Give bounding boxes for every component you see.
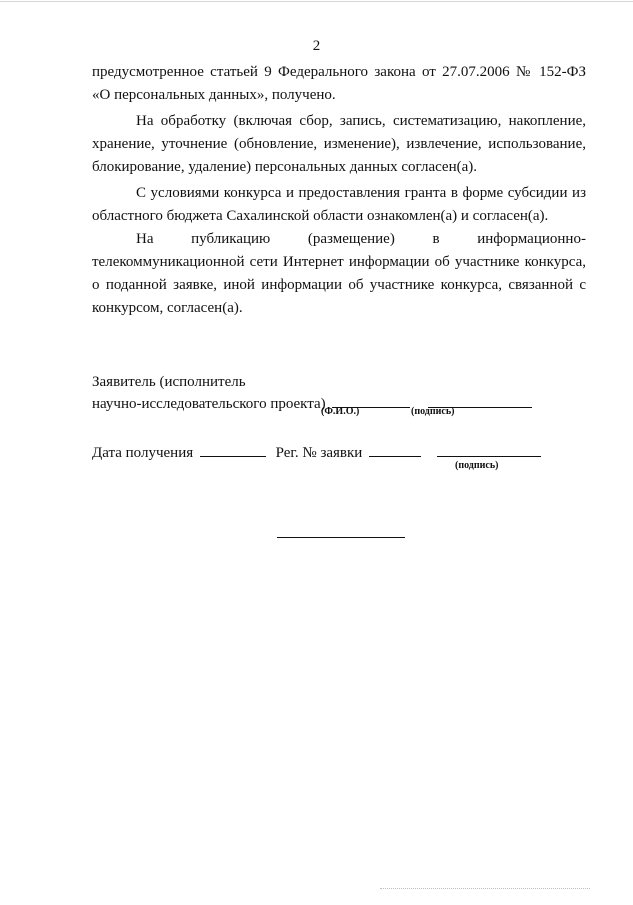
fio-caption: (Ф.И.О.) bbox=[321, 406, 360, 417]
paragraph-1-line-1: предусмотренное статьей 9 Федерального закона от 27.07.2006 № 152-ФЗ bbox=[92, 64, 586, 80]
page-number: 2 bbox=[312, 38, 321, 54]
word-5: информационно- bbox=[477, 231, 586, 247]
scan-bottom-marks bbox=[380, 888, 590, 890]
reg-number-field-line[interactable] bbox=[369, 442, 421, 457]
word-4: в bbox=[432, 231, 440, 247]
applicant-label-line-1: Заявитель (исполнитель bbox=[92, 374, 246, 390]
date-field-line[interactable] bbox=[200, 442, 266, 457]
paragraph-publication-rest: телекоммуникационной сети Интернет информации об участнике конкурса, о поданной заявке, иной информации об участнике конкурса, связанной с конкурсом, согласен(а). bbox=[92, 254, 586, 316]
paragraph-1-line-2: «О персональных данных», получено. bbox=[92, 87, 336, 103]
registrar-signature-line[interactable] bbox=[437, 442, 541, 457]
applicant-label-text: научно-исследовательского проекта) bbox=[92, 396, 326, 412]
signature-caption: (подпись) bbox=[411, 406, 455, 417]
reg-number-label: Рег. № заявки bbox=[275, 445, 363, 461]
paragraph-terms-acknowledgement: С условиями конкурса и предоставления гранта в форме субсидии из областного бюджета Сахалинской области ознакомлен(а) и согласен(а). bbox=[92, 185, 586, 224]
word-3: (размещение) bbox=[307, 231, 395, 247]
paragraph-processing-consent: На обработку (включая сбор, запись, систематизацию, накопление, хранение, уточнение (обновление, изменение), извлечение, использование, блокирование, удаление) персональных данных согласен(а). bbox=[92, 113, 586, 175]
registrar-signature-caption: (подпись) bbox=[455, 460, 499, 471]
word-2: публикацию bbox=[191, 231, 271, 247]
scan-top-edge bbox=[0, 1, 633, 2]
date-label: Дата получения bbox=[92, 445, 194, 461]
consent-text bbox=[92, 61, 586, 320]
applicant-label-line-2 bbox=[92, 393, 532, 413]
registration-block bbox=[92, 442, 541, 462]
applicant-block bbox=[92, 373, 532, 413]
paragraph-publication-line-1 bbox=[92, 228, 586, 251]
word-1: На bbox=[136, 231, 154, 247]
closing-divider bbox=[277, 537, 405, 538]
